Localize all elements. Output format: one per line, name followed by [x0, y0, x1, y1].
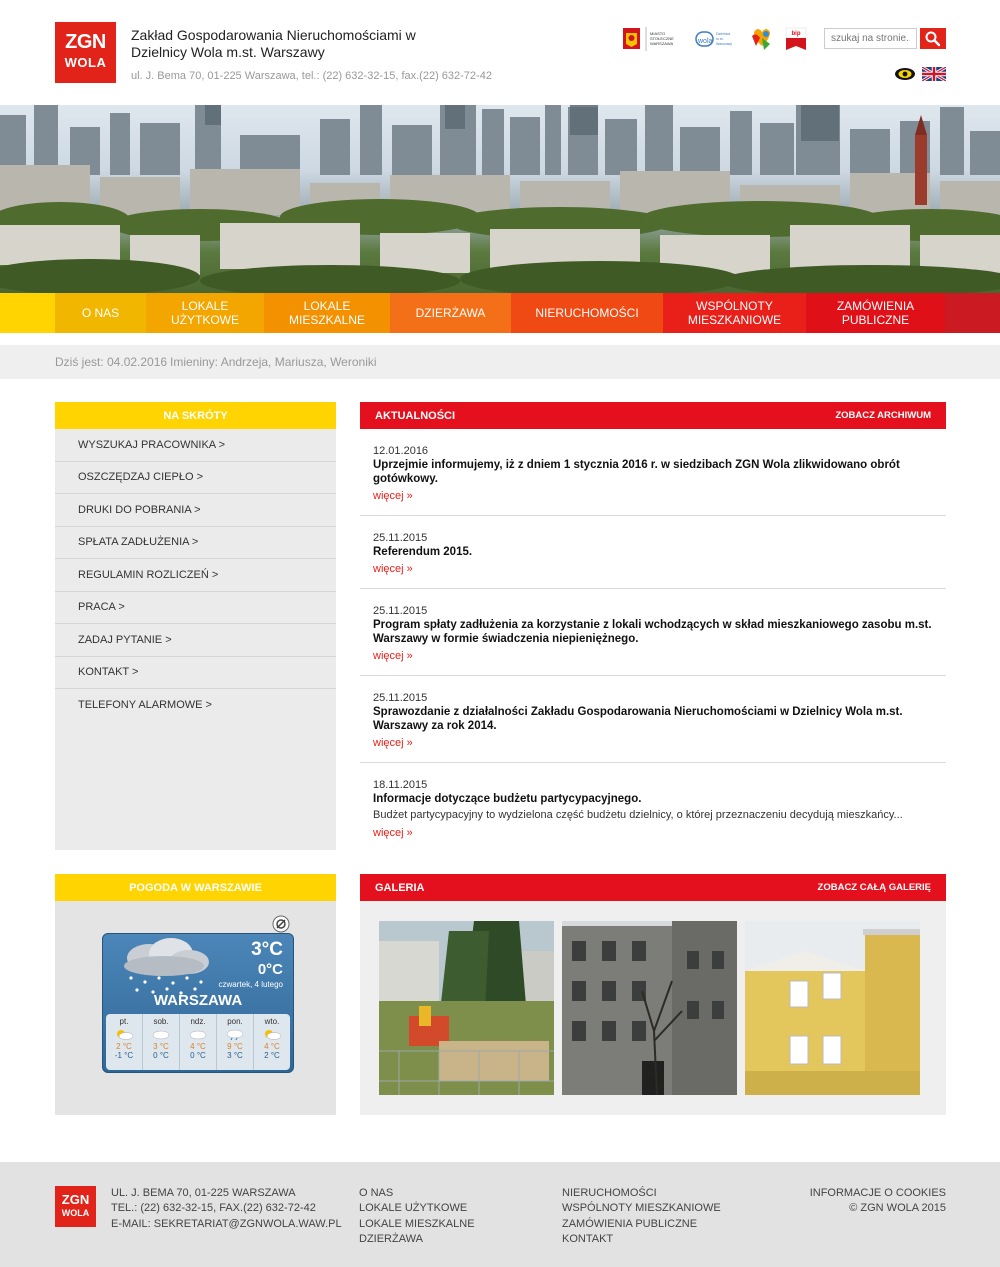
snow-cloud-icon [109, 936, 219, 998]
logo-line2: WOLA [64, 55, 107, 70]
today-date: Dziś jest: 04.02.2016 [55, 355, 168, 369]
footer-logo[interactable] [55, 1186, 96, 1227]
forecast-low: 3 °C [227, 1051, 243, 1060]
nav-item-lokale-mieszkalne[interactable] [264, 293, 390, 333]
warsaw-skyline-image [0, 105, 1000, 293]
footer-link-cookies[interactable]: INFORMACJE O COOKIES [809, 1187, 946, 1199]
footer-phone: TEL.: (22) 632-32-15, FAX.(22) 632-72-42 [111, 1202, 316, 1215]
nav-item-label: DZIERŻAWA [415, 306, 486, 320]
search-button[interactable] [920, 28, 946, 49]
forecast-day [180, 1014, 217, 1070]
organization-name: Zakład Gospodarowania Nieruchomościami w Dzielnicy Wola m.st. Warszawy [131, 27, 416, 60]
weather-provider-icon[interactable] [272, 915, 290, 933]
wola-district-logo[interactable] [694, 24, 738, 54]
nav-item-label: ZAMÓWIENIA PUBLICZNE [836, 299, 915, 327]
bip-logo-text: bip [791, 31, 801, 37]
partly-cloudy-icon [114, 1028, 134, 1040]
forecast-day-name: ndz. [190, 1017, 206, 1026]
nav-item-label: LOKALE MIESZKALNE [288, 299, 366, 327]
news-date: 25.11.2015 [373, 532, 428, 544]
news-excerpt: Budżet partycypacyjny to wydzielona część budżetu dzielnicy, o której przeznaczeniu decydują mieszkańcy... [373, 809, 903, 821]
news-more-link[interactable]: więcej » [373, 827, 413, 839]
cloudy-icon [188, 1028, 208, 1040]
site-footer [0, 1162, 1000, 1267]
forecast-low: 0 °C [153, 1051, 169, 1060]
shortcuts-list [55, 429, 336, 722]
forecast-high: 3 °C [153, 1042, 169, 1051]
footer-link-nieruchomosci[interactable]: NIERUCHOMOŚCI [562, 1187, 657, 1199]
news-title-link[interactable]: Referendum 2015. [373, 546, 473, 558]
gallery-all-link[interactable]: ZOBACZ CAŁĄ GALERIĘ [817, 882, 931, 893]
warsaw-logo-text-1: MIASTO [650, 31, 666, 36]
news-title-link[interactable]: Informacje dotyczące budżetu partycypacyjnego. [373, 793, 642, 805]
nav-right-cap [945, 293, 1000, 333]
nav-left-cap [0, 293, 55, 333]
weather-forecast [106, 1014, 290, 1070]
forecast-day [143, 1014, 180, 1070]
yellow-building-photo [745, 921, 920, 1095]
footer-link-lokale-uzytkowe[interactable]: LOKALE UŻYTKOWE [359, 1202, 468, 1215]
news-date: 12.01.2016 [373, 445, 429, 457]
city-panorama-banner [0, 105, 1000, 293]
wola-logo-text: wola [698, 38, 713, 45]
shortcut-oszczedzaj-cieplo[interactable]: OSZCZĘDZAJ CIEPŁO > [55, 462, 336, 495]
news-more-link[interactable]: więcej » [373, 650, 413, 662]
news-date: 25.11.2015 [373, 605, 428, 617]
news-more-link[interactable]: więcej » [373, 563, 413, 575]
cloudy-icon [151, 1028, 171, 1040]
shortcut-wyszukaj-pracownika[interactable]: WYSZUKAJ PRACOWNIKA > [55, 429, 336, 462]
shortcut-splata-zadluzenia[interactable]: SPŁATA ZADŁUŻENIA > [55, 527, 336, 560]
shortcuts-title: NA SKRÓTY [55, 402, 336, 429]
news-date: 25.11.2015 [373, 692, 428, 704]
footer-email: E-MAIL: SEKRETARIAT@ZGNWOLA.WAW.PL [111, 1217, 342, 1230]
footer-link-wspolnoty[interactable]: WSPÓLNOTY MIESZKANIOWE [562, 1202, 721, 1215]
nav-item-dzierzawa[interactable] [390, 293, 511, 333]
footer-link-kontakt[interactable]: KONTAKT [562, 1232, 614, 1245]
forecast-day [217, 1014, 254, 1070]
bip-logo[interactable] [784, 24, 808, 54]
footer-copyright: © ZGN WOLA 2015 [849, 1202, 946, 1215]
search-icon [920, 28, 946, 49]
footer-logo-line2: WOLA [61, 1208, 90, 1218]
weather-city: WARSZAWA [153, 992, 243, 1009]
news-item [360, 763, 946, 841]
footer-link-dzierzawa[interactable]: DZIERŻAWA [359, 1232, 423, 1245]
nav-item-o-nas[interactable] [55, 293, 146, 333]
nav-item-wspolnoty-mieszkaniowe[interactable] [663, 293, 806, 333]
shortcut-regulamin-rozliczen[interactable]: REGULAMIN ROZLICZEŃ > [55, 559, 336, 592]
news-item [360, 429, 946, 516]
shortcut-praca[interactable]: PRACA > [55, 592, 336, 625]
forecast-low: -1 °C [114, 1051, 134, 1060]
news-more-link[interactable]: więcej » [373, 490, 413, 502]
logo-line1: ZGN [65, 31, 106, 53]
forecast-day-name: wto. [264, 1017, 280, 1026]
warsaw-logo-text-3: WARSZAWA [650, 41, 674, 46]
uk-flag-icon[interactable] [922, 67, 946, 81]
partly-cloudy-icon [262, 1028, 282, 1040]
nav-item-lokale-uzytkowe[interactable] [146, 293, 264, 333]
gallery-image-tenement[interactable] [562, 921, 737, 1095]
playground-photo [379, 921, 554, 1095]
wola-logo-sub1: Dzielnica [716, 32, 731, 36]
nav-item-zamowienia-publiczne[interactable] [806, 293, 945, 333]
news-archive-link[interactable]: ZOBACZ ARCHIWUM [835, 410, 931, 421]
news-title: AKTUALNOŚCI [375, 409, 456, 422]
nav-item-label: O NAS [81, 306, 120, 320]
warsaw-city-crest-logo[interactable] [620, 24, 682, 54]
news-item [360, 676, 946, 763]
forecast-high: 4 °C [190, 1042, 206, 1051]
organization-address: ul. J. Bema 70, 01-225 Warszawa, tel.: (22) 632-32-15, fax.(22) 632-72-42 [131, 70, 492, 82]
footer-link-zamowienia[interactable]: ZAMÓWIENIA PUBLICZNE [562, 1217, 698, 1230]
news-item [360, 589, 946, 676]
nav-item-nieruchomosci[interactable] [511, 293, 663, 333]
forecast-day-name: pt. [119, 1017, 129, 1026]
footer-contact [111, 1186, 342, 1232]
nav-item-label: NIERUCHOMOŚCI [535, 306, 639, 320]
tenement-building-photo [562, 921, 737, 1095]
shortcut-zadaj-pytanie[interactable]: ZADAJ PYTANIE > [55, 624, 336, 657]
weather-title: POGODA W WARSZAWIE [55, 874, 336, 901]
weather-widget[interactable] [102, 933, 294, 1073]
date-bar [0, 345, 1000, 379]
news-header [360, 402, 946, 429]
weather-temp-high: 3°C [251, 939, 283, 960]
gallery-image-yellow-building[interactable] [745, 921, 920, 1095]
news-title-link[interactable]: Sprawozdanie z działalności Zakładu Gospodarowania Nieruchomościami w Dzielnicy Wola m.st. Warszawy za rok 2014. [373, 706, 903, 732]
zgn-wola-logo[interactable] [55, 22, 116, 83]
contrast-eye-icon[interactable] [894, 66, 916, 82]
warsaw-logo-text-2: STOŁECZNE [650, 36, 674, 41]
footer-address: UL. J. BEMA 70, 01-225 WARSZAWA [111, 1187, 296, 1199]
site-header [0, 0, 1000, 105]
forecast-day [254, 1014, 290, 1070]
weather-temp-low: 0°C [257, 961, 283, 978]
footer-link-o-nas[interactable]: O NAS [359, 1187, 394, 1199]
gallery-title: GALERIA [375, 881, 425, 894]
news-box [360, 402, 946, 850]
shortcuts-box [55, 402, 336, 850]
weather-box [55, 874, 336, 1115]
forecast-day-name: pon. [227, 1017, 243, 1026]
wola-logo-sub2: m.st. [716, 37, 724, 41]
news-date: 18.11.2015 [373, 779, 428, 791]
forecast-high: 4 °C [264, 1042, 280, 1051]
footer-link-lokale-mieszkalne[interactable]: LOKALE MIESZKALNE [359, 1217, 475, 1230]
news-title-link[interactable]: Uprzejmie informujemy, iż z dniem 1 stycznia 2016 r. w siedzibach ZGN Wola zlikwidowano obrót gotówkowy. [373, 459, 900, 485]
gallery-image-playground[interactable] [379, 921, 554, 1095]
gallery-header [360, 874, 946, 901]
wola-logo-sub3: Warszawy [716, 42, 733, 46]
footer-logo-line1: ZGN [61, 1192, 90, 1207]
news-item [360, 516, 946, 589]
news-title-link[interactable]: Program spłaty zadłużenia za korzystanie z lokali wchodzących w skład mieszkaniowego zasobu m.st. Warszawy w formie świadczenia niepieniężnego. [373, 619, 932, 645]
forecast-high: 9 °C [227, 1042, 243, 1051]
shortcut-kontakt[interactable]: KONTAKT > [55, 657, 336, 690]
forecast-day-name: sob. [153, 1017, 169, 1026]
nav-item-label: LOKALE UŻYTKOWE [171, 299, 239, 327]
main-navigation [0, 293, 1000, 333]
rain-cloud-icon [225, 1028, 245, 1040]
shortcut-telefony-alarmowe[interactable]: TELEFONY ALARMOWE > [78, 699, 212, 712]
footer-links-col1 [359, 1186, 475, 1247]
search-input[interactable] [824, 28, 917, 49]
weather-date: czwartek, 4 lutego [218, 980, 283, 989]
nav-item-label: WSPÓLNOTY MIESZKANIOWE [687, 299, 782, 327]
forecast-low: 2 °C [264, 1051, 280, 1060]
search-form [824, 28, 946, 50]
forecast-high: 2 °C [116, 1042, 132, 1051]
gallery-box [360, 874, 946, 1115]
footer-links-col3 [810, 1186, 946, 1217]
forecast-day [106, 1014, 143, 1070]
shortcut-druki-do-pobrania[interactable]: DRUKI DO POBRANIA > [55, 494, 336, 527]
namedays: Imieniny: Andrzeja, Mariusza, Weroniki [170, 355, 377, 369]
warsaw-heart-logo[interactable] [748, 24, 774, 54]
forecast-low: 0 °C [190, 1051, 206, 1060]
footer-links-col2 [562, 1186, 721, 1247]
news-more-link[interactable]: więcej » [373, 737, 413, 749]
